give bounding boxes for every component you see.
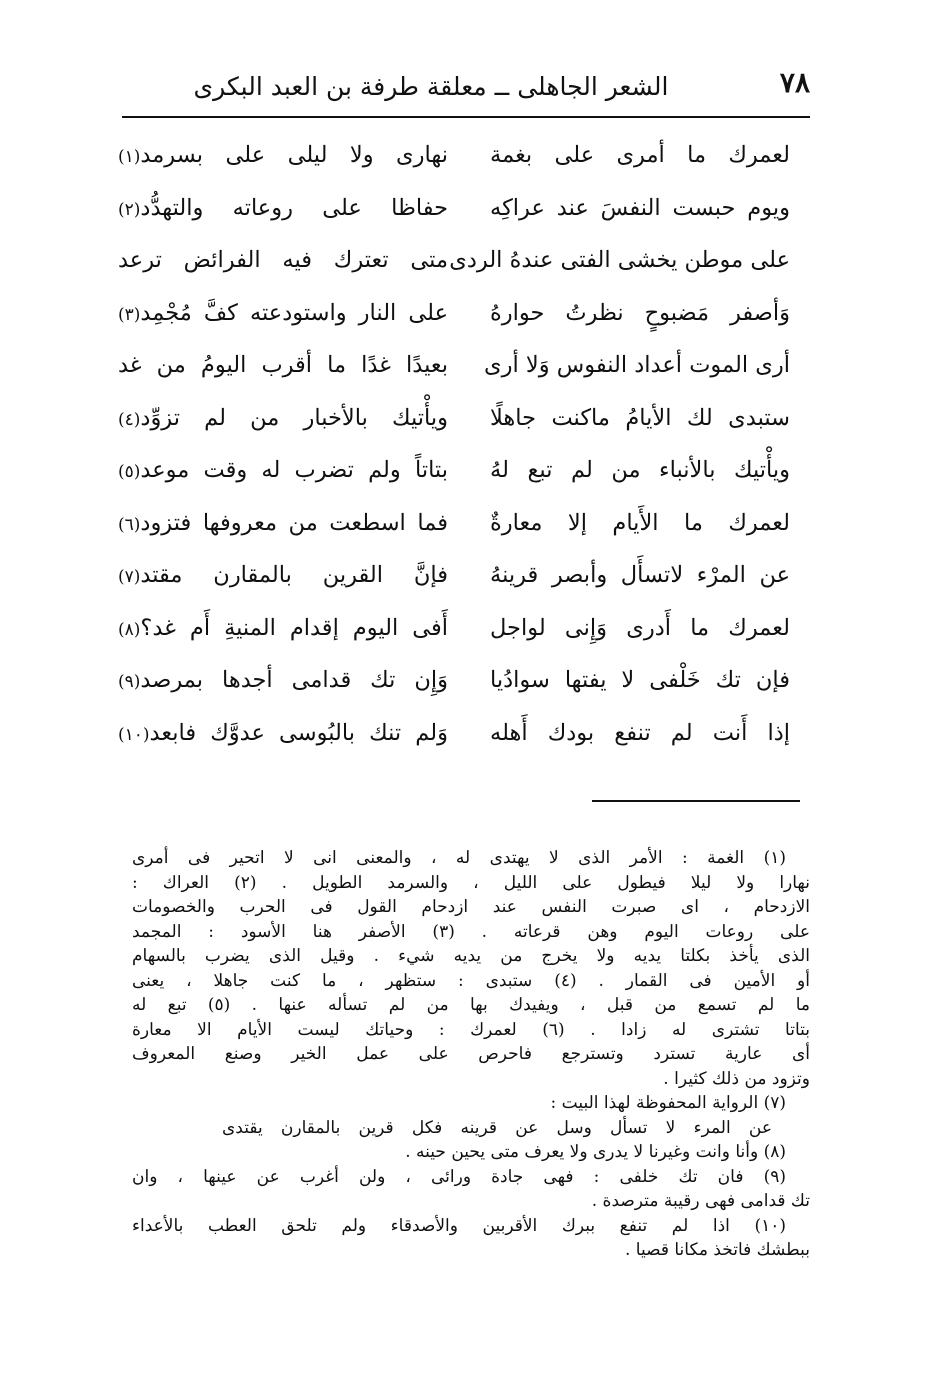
verse-second-text: بتاتاً ولم تضرب له وقت موعد — [140, 457, 448, 483]
verse-first-hemistich: لعمرك ما أمرى على بغمة — [490, 142, 790, 168]
footnote-line: الازدحام ، اى صبرت النفس عند ازدحام القول فى الحرب والخصومات — [132, 897, 810, 917]
verse-second-hemistich — [118, 615, 448, 641]
verse-second-text: فإنَّ القرين بالمقارن مقتد — [140, 562, 448, 588]
verse-second-hemistich — [118, 352, 448, 378]
verse-2 — [118, 195, 790, 247]
footnote-ref: (٤) — [118, 409, 141, 430]
verse-second-text: نهارى ولا ليلى على بسرمد — [140, 142, 448, 168]
verse-12 — [118, 720, 790, 772]
verse-first-hemistich: لعمرك ما الأَيام إلا معارةٌ — [490, 509, 790, 536]
verse-second-text: أَفى اليوم إقدام المنيةِ أَم غد؟ — [140, 614, 448, 641]
verse-second-hemistich — [118, 562, 448, 588]
verse-first-hemistich: لعمرك ما أَدرى وَإِنى لواجل — [490, 614, 790, 641]
verse-7 — [118, 457, 790, 509]
verse-first-hemistich: وَأصفر مَضبوحٍ نظرتُ حوارهُ — [490, 299, 790, 326]
verse-second-hemistich — [118, 142, 448, 168]
verse-second-text: حفاظا على روعاته والتهدُّد — [140, 194, 448, 221]
verse-5 — [118, 352, 790, 404]
footnote-line: على روعات اليوم وهن قرعاته . (٣) الأصفر هنا الأسود : المجمد — [132, 921, 810, 942]
footnote-line: (٨) وأنا وانت وغيرنا لا يدرى ولا يعرف متى يحين حينه . — [405, 1142, 786, 1162]
footnote-line: أو الأمين فى القمار . (٤) ستبدى : ستظهر ، ما كنت جاهلا ، يعنى — [132, 970, 810, 991]
footnote-ref: (٧) — [118, 567, 141, 587]
verse-second-text: ويأْتيك بالأخبار من لم تزوِّد — [140, 404, 448, 431]
verse-second-hemistich — [118, 510, 448, 536]
footnote-line: (١٠) اذا لم تنفع ببرك الأقربين والأصدقاء ولم تلحق العطب بالأعداء — [132, 1215, 786, 1236]
verse-second-hemistich — [118, 300, 448, 326]
verse-first-hemistich: فإن تك خَلْفى لا يفتها سوادُيا — [490, 667, 790, 693]
verse-second-text: على النار واستودعته كفَّ مُجْمِد — [140, 299, 448, 326]
verse-second-text: وَلم تنك بالبُوسى عدوَّك فابعد — [149, 719, 448, 746]
verse-second-text: وَإِن تك قدامى أجدها بمرصد — [140, 667, 448, 693]
verse-second-hemistich — [118, 457, 448, 483]
verse-second-text: بعيدًا غدًا ما أقرب اليومُ من غد — [118, 352, 448, 378]
footnote-ref: (١) — [118, 147, 141, 167]
footnote-line: أى عارية تسترد وتسترجع فاحرص على عمل الخير وصنع المعروف — [132, 1044, 810, 1064]
verse-first-hemistich: إذا أَنت لم تنفع بودك أَهله — [490, 719, 790, 746]
verse-first-hemistich: على موطن يخشى الفتى عندهُ الردى — [449, 247, 790, 273]
verse-4 — [118, 300, 790, 352]
footnote-ref: (٢) — [118, 199, 141, 220]
poem — [118, 142, 790, 772]
verse-first-hemistich: ويأْتيك بالأنباء من لم تبع لهُ — [490, 457, 790, 483]
verse-first-hemistich: ويوم حبست النفسَ عند عراكِه — [490, 194, 790, 221]
verse-second-hemistich — [118, 667, 448, 693]
footnote-line: الذى يأخذ بكلتا يديه ولا يخرج من يديه شيء . وقيل الذى يضرب بالسهام — [132, 946, 810, 966]
verse-11 — [118, 667, 790, 719]
running-title: الشعر الجاهلى ــ معلقة طرفة بن العبد البكرى — [193, 72, 669, 101]
verse-6 — [118, 405, 790, 457]
footnote-line: وتزود من ذلك كثيرا . — [663, 1068, 810, 1089]
verse-3 — [118, 247, 790, 299]
verse-second-hemistich — [118, 720, 448, 746]
footnote-ref: (٨) — [118, 619, 141, 640]
verse-second-hemistich — [118, 247, 448, 273]
verse-first-hemistich: ستبدى لك الأيامُ ماكنت جاهلًا — [490, 404, 790, 431]
footnote-line: (٩) فان تك خلفى : فهى جادة ورائى ، ولن أغرب عن عينها ، وان — [132, 1166, 786, 1187]
verse-second-hemistich — [118, 195, 448, 221]
verse-first-hemistich: عن المرْء لاتسأَل وأبصر قرينهُ — [490, 562, 790, 588]
verse-second-hemistich — [118, 405, 448, 431]
footnote-ref: (٥) — [118, 462, 141, 482]
footnote-line: نهارا ولا ليلا فيطول على الليل ، والسرمد الطويل . (٢) العراك : — [132, 872, 810, 893]
footnote-line: تك قدامى فهى رقيبة مترصدة . — [591, 1191, 810, 1211]
verse-9 — [118, 562, 790, 614]
footnote-ref: (٩) — [118, 672, 141, 692]
page-number: ٧٨ — [779, 66, 810, 99]
footnote-ref: (٣) — [118, 304, 141, 325]
footnote-line: (٧) الرواية المحفوظة لهذا البيت : — [550, 1093, 786, 1113]
footnote-line: بتاتا تشترى له زادا . (٦) لعمرك : وحياتك ليست الأيام الا معارة — [132, 1019, 810, 1040]
verse-10 — [118, 615, 790, 667]
footnote-separator — [592, 800, 800, 802]
page-header — [122, 64, 810, 118]
footnote-line: ما لم تسمع من قبل ، ويفيدك بها من لم تسأله عنها . (٥) تبع له — [132, 995, 810, 1015]
footnote-line: ببطشك فاتخذ مكانا قصيا . — [624, 1240, 810, 1260]
verse-8 — [118, 510, 790, 562]
verse-second-text: فما اسطعت من معروفها فتزود — [140, 509, 448, 536]
verse-1 — [118, 142, 790, 194]
footnote-verse-citation: عن المرء لا تسأل وسل عن قرينه فكل قرين بالمقارن يقتدى — [222, 1117, 772, 1138]
footnote-line: (١) الغمة : الأمر الذى لا يهتدى له ، والمعنى انى لا اتحير فى أمرى — [132, 848, 786, 868]
header-rule — [122, 116, 810, 118]
footnotes — [132, 846, 810, 1263]
verse-second-text: متى تعترك فيه الفرائض ترعد — [118, 247, 448, 273]
footnote-ref: (١٠) — [118, 724, 150, 745]
verse-first-hemistich: أرى الموت أعداد النفوس وَلا أرى — [484, 352, 790, 378]
footnote-ref: (٦) — [118, 514, 141, 535]
